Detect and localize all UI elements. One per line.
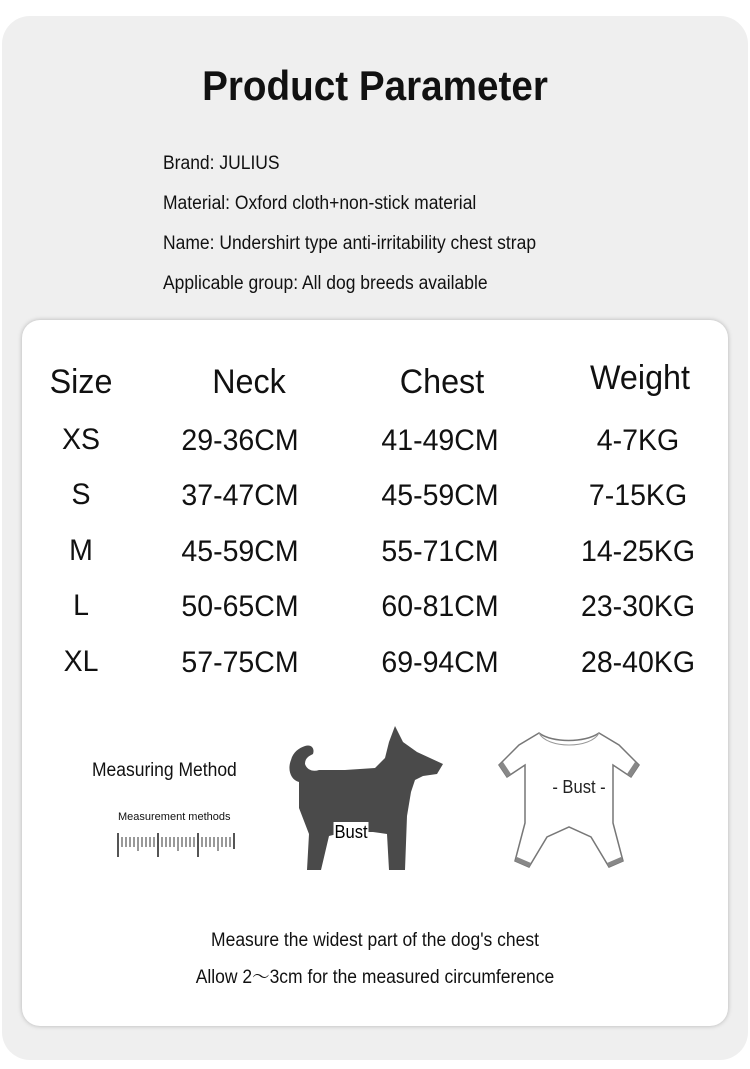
table-cell-neck: 45-59CM bbox=[181, 535, 299, 568]
table-cell-neck: 29-36CM bbox=[181, 424, 299, 457]
param-group: Applicable group: All dog breeds available bbox=[163, 273, 488, 294]
table-cell-weight: 4-7KG bbox=[596, 424, 680, 457]
table-cell-size: M bbox=[69, 534, 93, 567]
table-cell-weight: 14-25KG bbox=[580, 535, 696, 568]
table-cell-chest: 41-49CM bbox=[381, 424, 499, 457]
dog-shirt-icon bbox=[497, 727, 642, 872]
table-cell-chest: 55-71CM bbox=[381, 535, 499, 568]
table-cell-size: XS bbox=[61, 423, 101, 456]
table-cell-neck: 50-65CM bbox=[181, 590, 299, 623]
shirt-bust-label: - Bust - bbox=[552, 777, 606, 797]
table-cell-chest: 69-94CM bbox=[381, 646, 499, 679]
header-neck: Neck bbox=[212, 363, 286, 401]
table-cell-weight: 7-15KG bbox=[588, 479, 688, 512]
table-cell-size: L bbox=[73, 589, 89, 622]
table-cell-weight: 28-40KG bbox=[580, 646, 696, 679]
table-cell-weight: 23-30KG bbox=[580, 590, 696, 623]
dog-silhouette-icon bbox=[285, 722, 455, 872]
table-cell-chest: 60-81CM bbox=[381, 590, 499, 623]
param-brand: Brand: JULIUS bbox=[163, 153, 280, 174]
note-allowance: Allow 2～3cm for the measured circumference bbox=[195, 967, 555, 988]
header-size: Size bbox=[49, 363, 113, 401]
table-cell-chest: 45-59CM bbox=[381, 479, 499, 512]
table-cell-neck: 57-75CM bbox=[181, 646, 299, 679]
table-cell-neck: 37-47CM bbox=[181, 479, 299, 512]
measuring-method-label: Measuring Method bbox=[92, 760, 237, 781]
dog-bust-label: Bust bbox=[334, 822, 368, 842]
note-widest-part: Measure the widest part of the dog's chest bbox=[211, 930, 539, 951]
table-cell-size: XL bbox=[63, 645, 99, 678]
page-title: Product Parameter bbox=[202, 62, 548, 109]
header-weight: Weight bbox=[590, 359, 690, 397]
param-name: Name: Undershirt type anti-irritability chest strap bbox=[163, 233, 537, 254]
table-cell-size: S bbox=[71, 478, 91, 511]
ruler-icon bbox=[116, 829, 240, 861]
measurement-methods-label: Measurement methods bbox=[118, 811, 231, 823]
param-material: Material: Oxford cloth+non-stick material bbox=[163, 193, 477, 214]
header-chest: Chest bbox=[399, 363, 485, 401]
product-params bbox=[163, 152, 568, 312]
